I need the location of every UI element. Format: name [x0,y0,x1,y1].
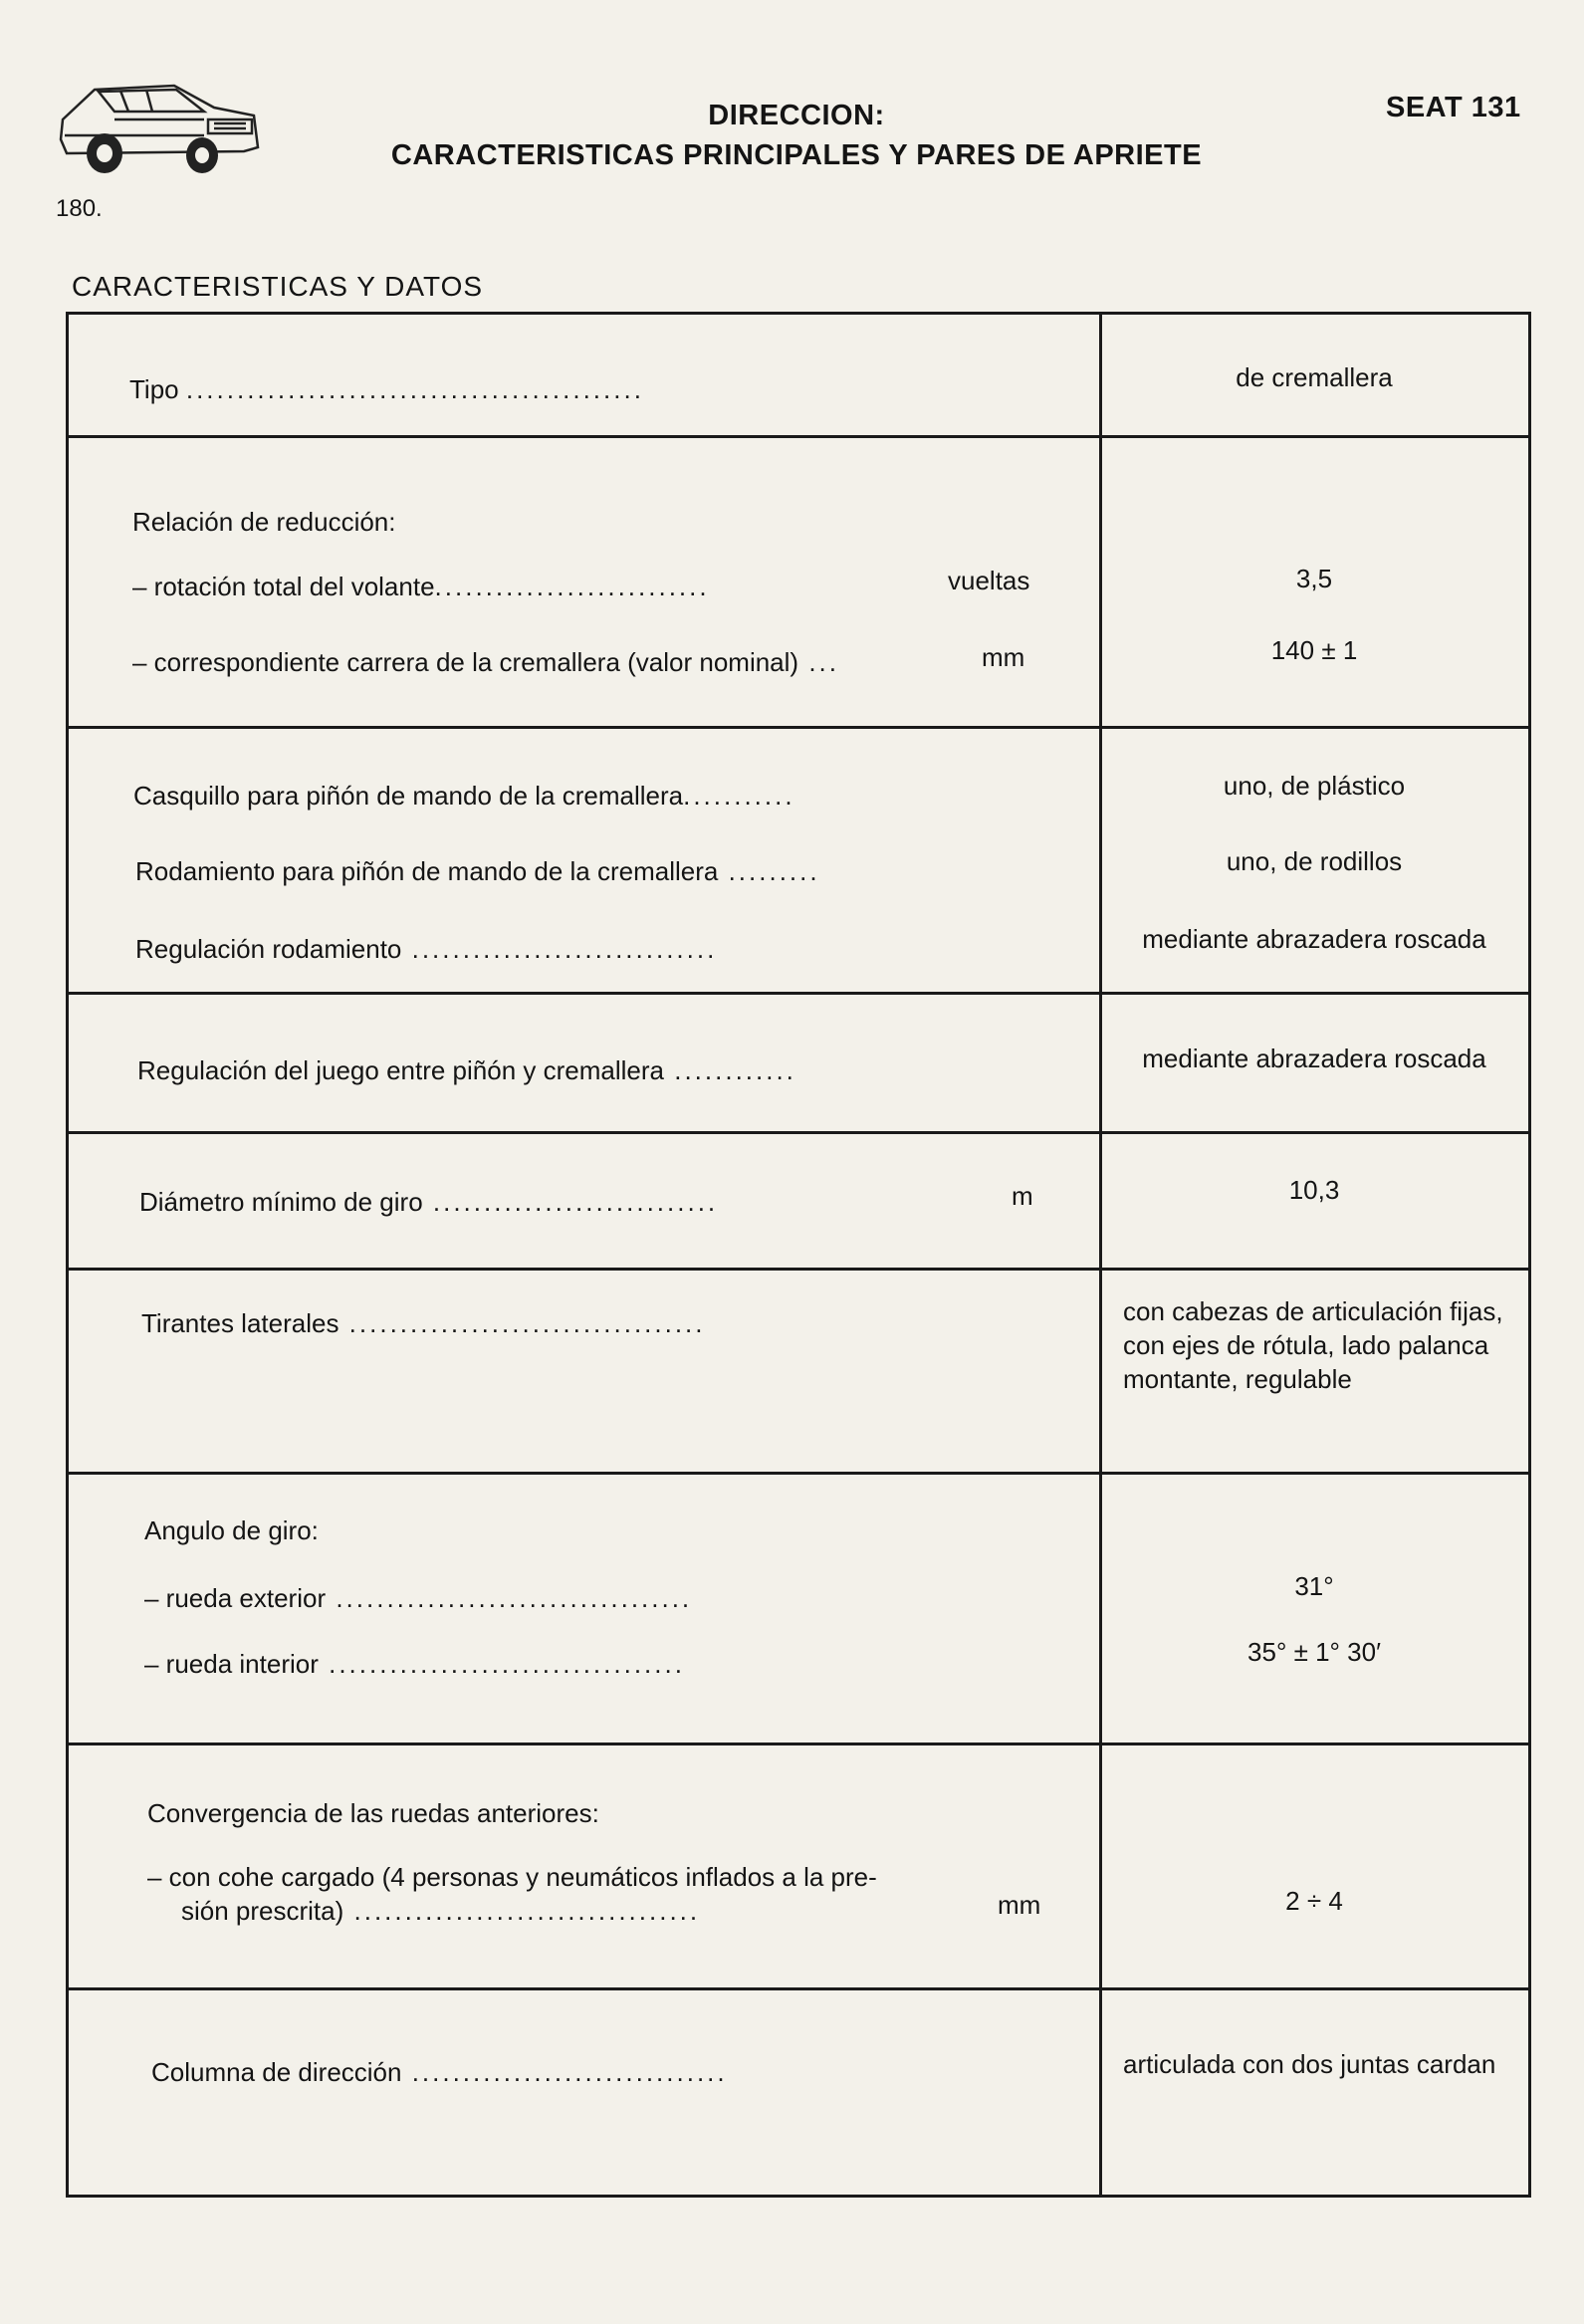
document-title [348,96,1245,175]
row-unit-diametro: m [1012,1181,1033,1211]
row-divider [66,726,1531,729]
row-label-text: Tirantes laterales [141,1308,339,1338]
convergencia-heading: Convergencia de las ruedas anteriores: [147,1798,599,1828]
row-divider [66,1131,1531,1134]
section-heading: CARACTERISTICAS Y DATOS [72,271,484,302]
row-divider [66,992,1531,995]
row-label-text: – correspondiente carrera de la cremallera (valor nominal) [132,647,799,677]
leader-dots: ... [798,647,839,677]
leader-dots: ........... [683,781,795,811]
title-line-1: DIRECCION: [708,100,885,131]
row-label-casquillo [133,781,950,812]
model-name: SEAT 131 [1386,92,1521,123]
row-label-text: Casquillo para piñón de mando de la cremallera [133,781,684,811]
leader-dots: .................................. [343,1896,701,1926]
row-value-regulacion-juego: mediante abrazadera roscada [1142,1044,1486,1073]
leader-dots: ........................... [434,572,710,601]
angulo-item-2-value: 35° ± 1° 30′ [1247,1637,1381,1667]
leader-dots: ................................... [326,1583,693,1613]
leader-dots: ......... [718,856,820,886]
angulo-heading: Angulo de giro: [144,1515,319,1545]
convergencia-item-line-1: – con cohe cargado (4 personas y neumáticos inflados a la pre- [147,1862,877,1892]
row-label-regulacion-rodamiento [135,934,952,965]
row-label-tirantes [141,1308,958,1339]
row-divider [66,1268,1531,1271]
convergencia-value: 2 ÷ 4 [1285,1886,1343,1916]
row-divider [66,1743,1531,1745]
row-value-casquillo: uno, de plástico [1223,771,1406,801]
convergencia-unit: mm [998,1890,1041,1920]
relacion-item-2-value: 140 ± 1 [1270,635,1358,665]
row-label-text: Regulación rodamiento [135,934,402,964]
relacion-item-2-unit: mm [982,642,1025,672]
title-line-2: CARACTERISTICAS PRINCIPALES Y PARES DE APRIETE [390,139,1203,171]
convergencia-item-line-2 [181,1896,978,1927]
leader-dots: ............ [664,1055,796,1085]
relacion-item-1 [132,572,949,602]
page-number: 180. [56,195,103,222]
row-label-tipo [129,374,946,405]
row-label-text: – rueda exterior [144,1583,327,1613]
row-label-columna [151,2057,978,2088]
row-value-rodamiento: uno, de rodillos [1226,846,1403,876]
row-divider [66,435,1531,438]
car-illustration [55,60,264,189]
leader-dots: ............................................. [185,374,644,404]
row-label-diametro [139,1187,956,1218]
row-value-columna: articulada con dos juntas cardan [1123,2049,1496,2079]
leader-dots: ............................ [422,1187,719,1217]
row-divider [66,1472,1531,1475]
relacion-item-1-value: 3,5 [1295,564,1333,593]
angulo-item-1-value: 31° [1294,1571,1334,1601]
row-value-diametro: 10,3 [1288,1175,1340,1205]
angulo-item-1 [144,1583,971,1614]
row-label-regulacion-juego [137,1055,954,1086]
row-value-tipo: de cremallera [1236,362,1393,392]
row-label-text: Columna de dirección [151,2057,402,2087]
leader-dots: .............................. [401,934,718,964]
row-label-text: Tipo [129,374,179,404]
row-value-regulacion-rodamiento: mediante abrazadera roscada [1142,924,1486,954]
leader-dots: ............................... [401,2057,728,2087]
relacion-heading: Relación de reducción: [132,507,396,537]
angulo-item-2 [144,1649,971,1680]
row-label-text: Regulación del juego entre piñón y cremallera [137,1055,664,1085]
row-divider [66,1987,1531,1990]
row-label-text: Diámetro mínimo de giro [139,1187,423,1217]
row-label-text: – rotación total del volante [132,572,435,601]
row-label-text: sión prescrita) [181,1896,344,1926]
row-value-tirantes: con cabezas de articulación fijas, con ejes de rótula, lado palanca montante, regulable [1123,1296,1503,1394]
relacion-item-2 [132,647,959,678]
relacion-item-1-unit: vueltas [948,566,1030,595]
leader-dots: ................................... [339,1308,706,1338]
row-label-text: Rodamiento para piñón de mando de la cremallera [135,856,719,886]
row-label-text: – rueda interior [144,1649,319,1679]
column-divider [1099,312,1102,2198]
leader-dots: ................................... [318,1649,685,1679]
row-label-rodamiento [135,856,952,887]
